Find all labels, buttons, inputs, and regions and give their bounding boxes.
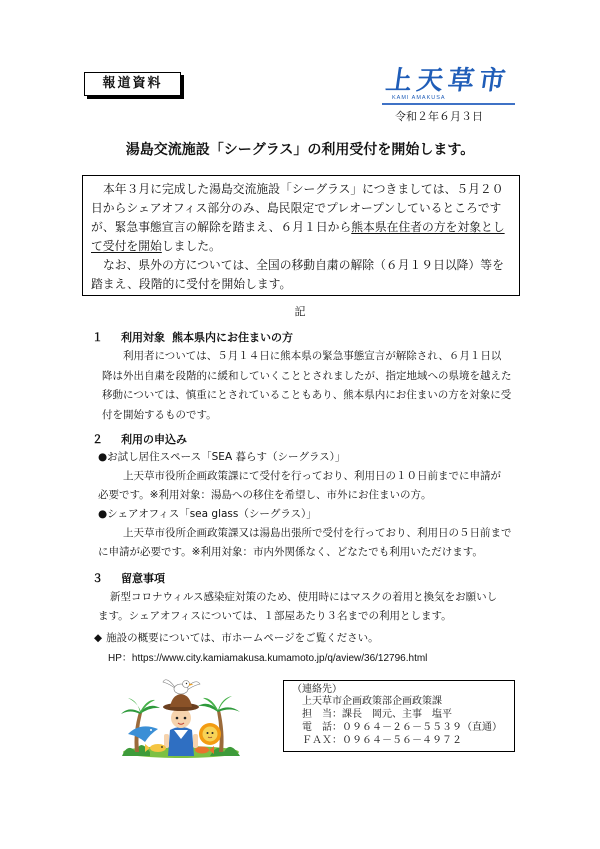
palm-tree-right <box>198 696 240 752</box>
dolphin <box>128 726 158 742</box>
section-notes <box>92 569 497 626</box>
item-heading-text: お試し居住スペース「SEA 暮らす（シーグラス）」 <box>107 451 346 463</box>
header-rule <box>382 103 515 105</box>
section-heading <box>92 431 512 448</box>
character <box>163 694 199 756</box>
body-line: に申請が必要です。※利用対象：市内外関係なく、どなたでも利用いただけます。 <box>98 546 483 558</box>
application-item-trial-residence <box>92 448 512 505</box>
summary-underlined-text: 熊本県在住者の方を対象とし <box>351 219 505 234</box>
summary-line <box>91 218 519 237</box>
section-label: 留意事項 <box>121 571 165 585</box>
contact-box <box>283 680 515 752</box>
body-line: 上天草市役所企画政策課にて受付を行っており、利用日の１０日前までに申請が <box>123 470 501 482</box>
body-line: 降は外出自粛を段階的に緩和していくこととされましたが、指定地域への県境を越えた <box>102 369 512 382</box>
section-number: ２ <box>92 433 103 446</box>
contact-row-person <box>284 709 514 722</box>
body-line: 付を開始するものです。 <box>102 408 217 421</box>
lion <box>199 723 221 745</box>
summary-text: 本年３月に完成した湯島交流施設「シーグラス」につきましては、５月２０ <box>103 181 504 196</box>
section-heading <box>92 569 497 588</box>
section-number: ３ <box>92 571 103 585</box>
contact-label: 担 当： <box>302 709 342 721</box>
press-release-badge: 報道資料 <box>84 72 181 96</box>
section-application <box>92 431 512 562</box>
contact-value: 課長 岡元、主事 塩平 <box>342 709 452 721</box>
body-line: 上天草市役所企画政策課又は湯島出張所で受付を行っており、利用日の５日前まで <box>123 527 512 539</box>
summary-text: が、緊急事態宣言の解除を踏まえ、６月１日から <box>91 219 352 234</box>
summary-text: 日からシェアオフィス部分のみ、島民限定でプレオープンしているところです <box>91 200 502 215</box>
section-label: 利用対象 <box>121 330 165 344</box>
bullet-icon: ● <box>98 508 108 520</box>
section-usage-target <box>92 328 512 426</box>
document-title: 湯島交流施設「シーグラス」の利用受付を開始します。 <box>125 142 475 158</box>
seagull <box>163 680 200 694</box>
ki-marker: 記 <box>294 305 306 318</box>
bullet-icon: ● <box>98 451 108 463</box>
item-heading <box>92 505 512 524</box>
summary-text: なお、県外の方については、全国の移動自粛の解除（６月１９日以降）等を <box>103 257 504 272</box>
city-logo <box>384 64 514 102</box>
hp-label: HP： <box>108 653 132 664</box>
summary-line <box>91 199 519 218</box>
contact-row-fax <box>284 735 514 748</box>
release-date: 令和２年６月３日 <box>395 110 483 123</box>
contact-label: ＦＡＸ： <box>302 734 342 746</box>
body-line: ます。シェアオフィスについては、１部屋あたり３名までの利用とします。 <box>98 609 452 622</box>
summary-text: しました。 <box>161 238 221 253</box>
summary-line <box>91 256 519 275</box>
section-subject: 熊本県内にお住まいの方 <box>172 330 293 344</box>
contact-value: ０９６４－５６－４９７２ <box>342 734 462 746</box>
body-line: 移動については、慎重にとされていることもあり、熊本県内にお住まいの方を対象に受 <box>102 389 512 401</box>
summary-line <box>91 237 519 256</box>
summary-line <box>91 180 519 199</box>
summary-line <box>91 275 519 294</box>
logo-text: 上天草市 <box>383 66 513 96</box>
mascot-illustration <box>120 672 242 758</box>
contact-label: 電 話： <box>302 721 342 733</box>
item-heading-text: シェアオフィス「sea glass（シーグラス）」 <box>107 508 317 520</box>
contact-title: （連絡先） <box>292 683 342 695</box>
body-line: 必要です。※利用対象：湯島への移住を希望し、市外にお住まいの方。 <box>98 489 432 501</box>
section-label: 利用の申込み <box>121 433 187 446</box>
summary-box <box>82 175 520 296</box>
contact-department: 上天草市企画政策部企画政策課 <box>302 696 442 708</box>
palm-tree-left <box>121 698 160 752</box>
summary-text: 踏まえ、段階的に受付を開始します。 <box>91 276 292 291</box>
contact-row-phone <box>284 722 514 735</box>
body-line: 新型コロナウィルス感染症対策のため、使用時にはマスクの着用と換気をお願いし <box>110 590 498 603</box>
section-heading <box>92 328 512 348</box>
note-text: 施設の概要については、市ホームページをご覧ください。 <box>106 632 379 644</box>
summary-underlined-text: て受付を開始 <box>91 238 162 253</box>
section-number: １ <box>92 330 103 344</box>
hp-url: https://www.city.kamiamakusa.kumamoto.jp/q/aview/36/12796.html <box>131 653 428 664</box>
item-heading <box>92 448 512 467</box>
body-line: 利用者については、５月１４日に熊本県の緊急事態宣言が解除され、６月１日以 <box>123 350 502 362</box>
facility-note <box>94 629 379 648</box>
application-item-share-office <box>92 505 512 562</box>
contact-value: ０９６４－２６－５５３９（直通） <box>342 721 502 733</box>
homepage-line <box>108 649 427 668</box>
logo-subtext: KAMI AMAKUSA <box>392 95 446 101</box>
diamond-bullet-icon: ◆ <box>94 632 103 644</box>
